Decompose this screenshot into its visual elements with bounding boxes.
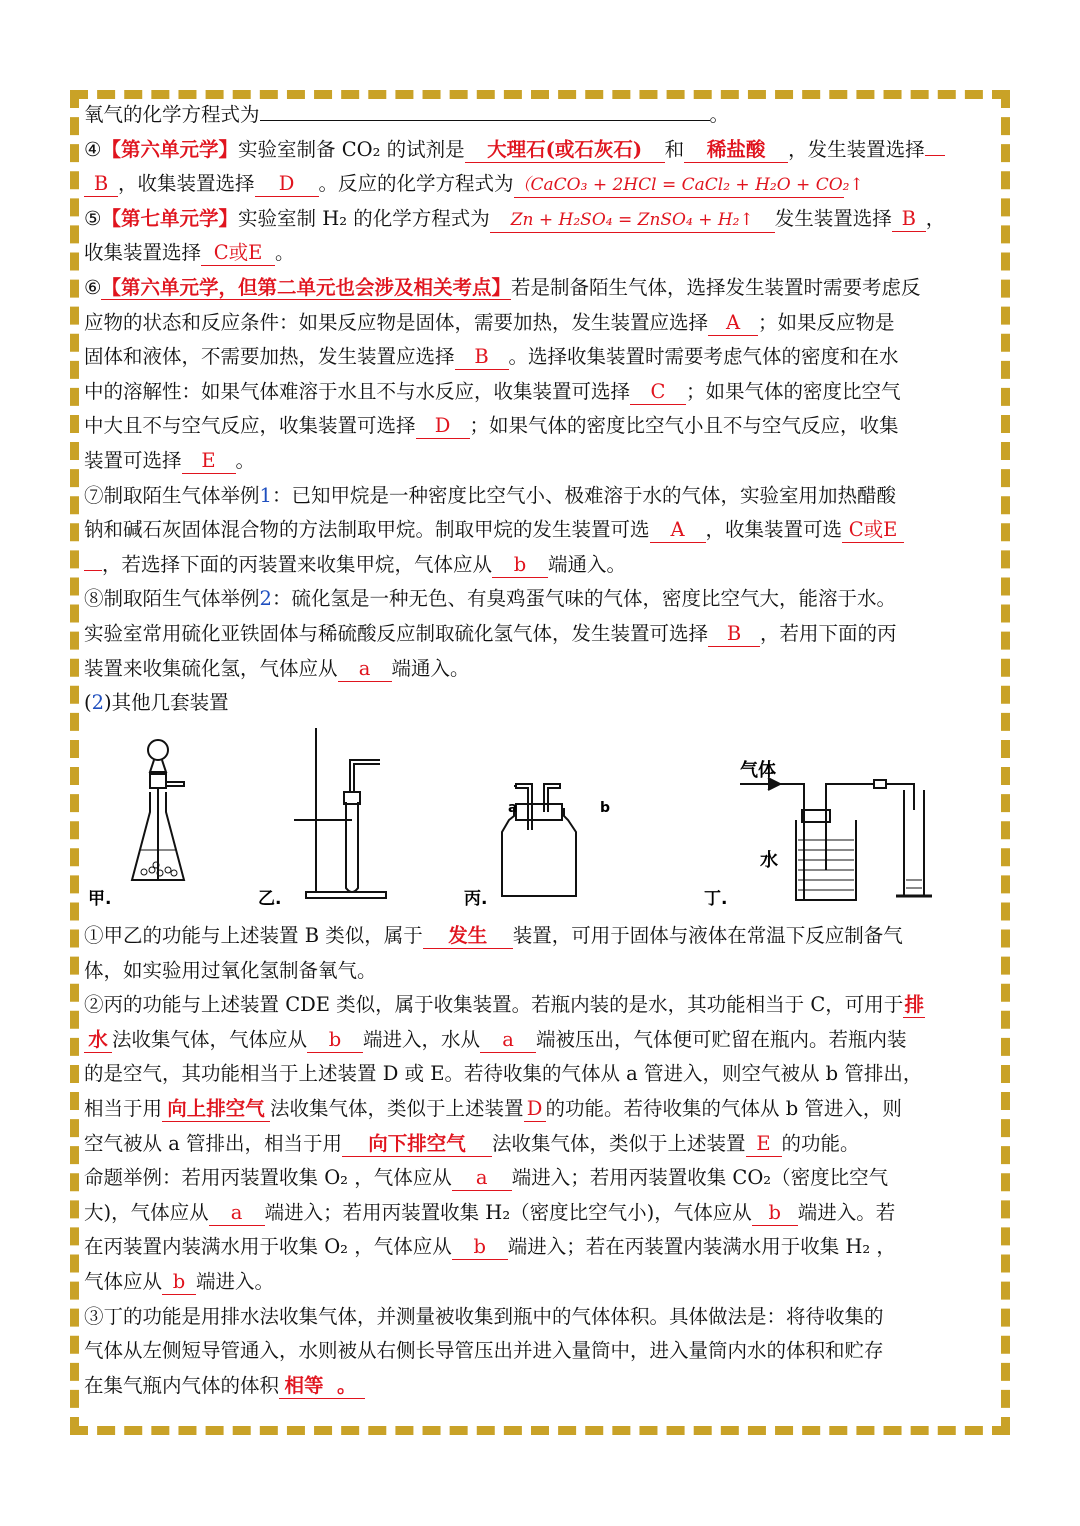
text-line: 命题举例：若用丙装置收集 O₂ ，气体应从 a 端进入；若用丙装置收集 CO₂（密度比空气 (84, 1166, 889, 1190)
answer: b (307, 1028, 363, 1053)
label-jia: 甲. (88, 889, 112, 909)
text-line: 相当于用 向上排空气 法收集气体，类似于上述装置 D 的功能。若待收集的气体从 b 管进入，则 (84, 1096, 902, 1120)
text-line: 实验室常用硫化亚铁固体与稀硫酸反应制取硫化氢气体，发生装置可选择 B ，若用下面的丙 (84, 621, 897, 645)
answer: a (338, 657, 392, 682)
answer: b (492, 553, 548, 578)
text-line: 装置来收集硫化氢，气体应从 a 端通入。 (84, 656, 470, 680)
answer: A (708, 311, 758, 336)
answer: B (708, 622, 760, 647)
unit-tag: 【第七单元学】 (101, 206, 238, 230)
apparatus-jia (132, 740, 184, 880)
answer: 大理石(或石灰石) (465, 138, 665, 163)
port-b: b (600, 800, 611, 816)
answer: a (480, 1028, 536, 1053)
blank (260, 120, 710, 121)
text-line: ④【第六单元学】实验室制备 CO₂ 的试剂是 大理石(或石灰石) 和 稀盐酸 ，发生装置选择 (84, 133, 1000, 168)
answer: A (650, 518, 706, 543)
answer: 稀盐酸 (684, 138, 788, 163)
answer: E (182, 449, 236, 474)
text-line: 氧气的化学方程式为 。 (84, 103, 730, 126)
answer: 发生 (423, 924, 513, 949)
text-line: 水 法收集气体，气体应从 b 端进入，水从 a 端被压出，气体便可贮留在瓶内。若瓶内装 (84, 1023, 1000, 1058)
answer: B (892, 207, 926, 232)
label-yi: 乙. (258, 889, 282, 909)
text-line: 在集气瓶内气体的体积 相等 。 (84, 1369, 1000, 1404)
text-line: ③丁的功能是用排水法收集气体，并测量被收集到瓶中的气体体积。具体做法是：将待收集的 (84, 1304, 884, 1328)
text-line: ，若选择下面的丙装置来收集甲烷，气体应从 b 端通入。 (84, 548, 1000, 583)
worksheet-content (84, 98, 1000, 721)
equation: Zn + H₂SO₄ = ZnSO₄ + H₂↑ (490, 208, 775, 233)
blank (925, 155, 945, 156)
apparatus-ding (740, 778, 932, 900)
unit-tag: 【第六单元学，但第二单元也会涉及相关考点】 (101, 275, 511, 299)
answer: a (452, 1166, 512, 1191)
answer: D (416, 414, 470, 439)
answer: B (455, 345, 509, 370)
answer: C或E (201, 241, 275, 266)
answer: 水 (84, 1028, 112, 1053)
text-line: ⑤【第七单元学】实验室制 H₂ 的化学方程式为 Zn + H₂SO₄ = ZnSO₄ + H₂↑ 发生装置选择 B ， (84, 202, 1000, 237)
answer: D (524, 1097, 546, 1122)
text-line: 空气被从 a 管排出，相当于用 向下排空气 法收集气体，类似于上述装置 E 的功能。 (84, 1131, 860, 1155)
answer: b (162, 1270, 196, 1295)
text-line: 气体应从 b 端进入。 (84, 1269, 275, 1293)
text-line: 固体和液体，不需要加热，发生装置应选择 B 。选择收集装置时需要考虑气体的密度和在水 (84, 345, 899, 369)
text-line: 收集装置选择 C或E 。 (84, 241, 295, 265)
answer: a (209, 1201, 265, 1226)
water-label: 水 (760, 850, 778, 871)
answer: 向上排空气 (162, 1097, 270, 1122)
text-line: ⑦制取陌生气体举例1：已知甲烷是一种密度比空气小、极难溶于水的气体，实验室用加热醋酸 (84, 483, 896, 507)
answer: 相等 (279, 1374, 329, 1399)
text-line: 的是空气，其功能相当于上述装置 D 或 E。若待收集的气体从 a 管进入，则空气被从 b 管排出， (84, 1062, 923, 1086)
text-line: 装置可选择 E 。 (84, 448, 256, 472)
apparatus-drawings (84, 720, 1004, 915)
text-line: 中的溶解性：如果气体难溶于水且不与水反应，收集装置可选择 C ；如果气体的密度比空气 (84, 379, 901, 403)
equation: （CaCO₃ + 2HCl = CaCl₂ + H₂O + CO₂↑ (514, 173, 844, 198)
text-line: 气体从左侧短导管通入，水则被从右侧长导管压出并进入量筒中，进入量筒内水的体积和贮存 (84, 1339, 884, 1363)
text-line: 大)，气体应从 a 端进入；若用丙装置收集 H₂（密度比空气小)，气体应从 b 端进入。若 (84, 1200, 896, 1224)
gas-label: 气体 (740, 760, 776, 781)
text-line: ②丙的功能与上述装置 CDE 类似，属于收集装置。若瓶内装的是水，其功能相当于 C，可用于排 (84, 993, 925, 1017)
port-a: a (508, 800, 518, 816)
text-line: ⑧制取陌生气体举例2：硫化氢是一种无色、有臭鸡蛋气味的气体，密度比空气大，能溶于水。 (84, 587, 896, 611)
unit-tag: 【第六单元学】 (101, 137, 238, 161)
text-line: ①甲乙的功能与上述装置 B 类似，属于 发生 装置，可用于固体与液体在常温下反应制备气 (84, 924, 903, 947)
answer: B (84, 172, 118, 197)
text-line: 应物的状态和反应条件：如果反应物是固体，需要加热，发生装置应选择 A ；如果反应物是 (84, 310, 895, 334)
answer: 排 (904, 993, 925, 1017)
answer: C或E (842, 518, 904, 543)
text-line: 钠和碱石灰固体混合物的方法制取甲烷。制取甲烷的发生装置可选 A ，收集装置可选 C或E (84, 513, 1000, 548)
apparatus-figures (84, 720, 1004, 915)
text-line: (2)其他几套装置 (84, 691, 229, 715)
apparatus-yi (294, 728, 386, 898)
answer: E (746, 1132, 782, 1157)
answer: C (630, 380, 686, 405)
label-bing: 丙. (464, 889, 488, 909)
text-line: 中大且不与空气反应，收集装置可选择 D ；如果气体的密度比空气小且不与空气反应，收集 (84, 414, 899, 438)
answer: b (752, 1201, 798, 1226)
text-line: B ，收集装置选择 D 。反应的化学方程式为（CaCO₃ + 2HCl = CaCl₂ + H₂O + CO₂↑ (84, 167, 1000, 202)
blank (84, 570, 102, 571)
text-line: ⑥【第六单元学，但第二单元也会涉及相关考点】若是制备陌生气体，选择发生装置时需要考虑反 (84, 275, 921, 299)
text-line: 体，如实验用过氧化氢制备氧气。 (84, 958, 377, 982)
worksheet-content-lower (84, 919, 1000, 1403)
answer: 向下排空气 (342, 1132, 492, 1157)
text-line: 在丙装置内装满水用于收集 O₂ ，气体应从 b 端进入；若在丙装置内装满水用于收集 H₂ ， (84, 1235, 896, 1259)
answer: b (452, 1235, 508, 1260)
answer: D (255, 172, 319, 197)
label-ding: 丁. (704, 889, 728, 909)
